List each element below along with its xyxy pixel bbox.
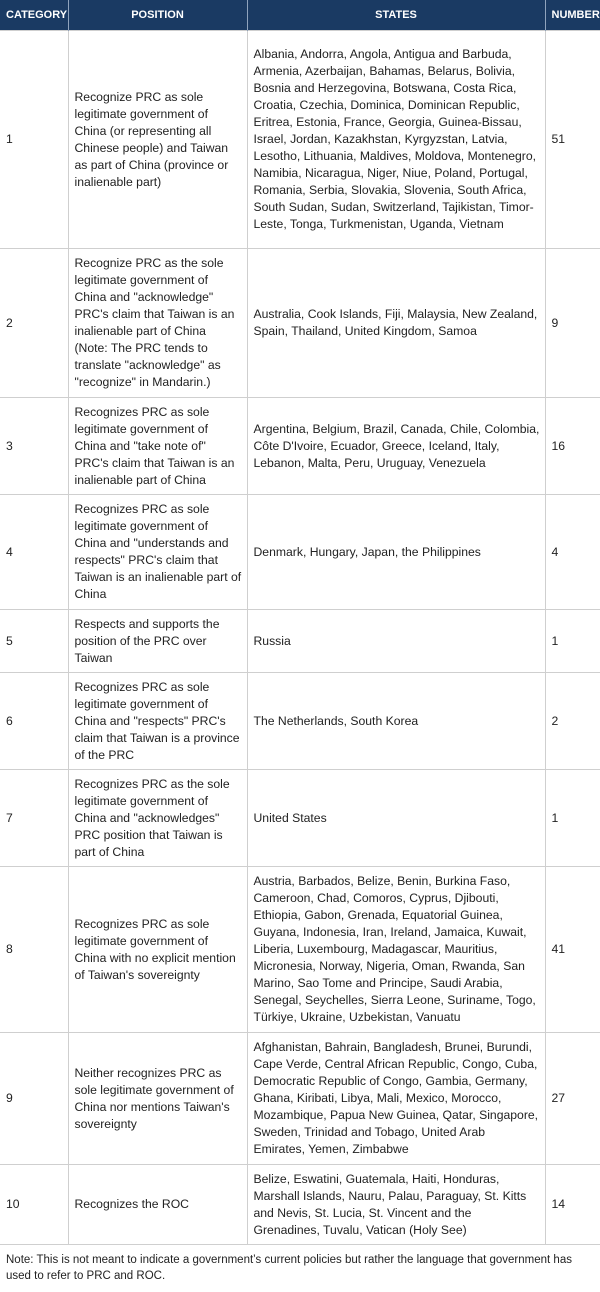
category-cell: 6: [0, 673, 68, 770]
table-row: [0, 770, 600, 867]
states-cell: Albania, Andorra, Angola, Antigua and Barbuda, Armenia, Azerbaijan, Bahamas, Belarus, Bolivia, Bosnia and Herzegovina, Botswana, Costa Rica, Croatia, Czechia, Dominica, Dominican Republic, Eritrea, Estonia, France, Georgia, Guinea-Bissau, Israel, Jordan, Kazakhstan, Kyrgyzstan, Latvia, Lesotho, Lithuania, Maldives, Moldova, Montenegro, Namibia, Nicaragua, Niger, Niue, Poland, Portugal, Romania, Serbia, Slovakia, Slovenia, South Africa, South Sudan, Sudan, Switzerland, Tajikistan, Timor-Leste, Tonga, Turkmenistan, Uganda, Vietnam: [247, 31, 545, 249]
category-cell: 4: [0, 495, 68, 610]
number-cell: 9: [545, 249, 600, 398]
position-cell: Recognizes PRC as sole legitimate government of China and "respects" PRC's claim that Taiwan is a province of the PRC: [68, 673, 247, 770]
states-cell: Belize, Eswatini, Guatemala, Haiti, Honduras, Marshall Islands, Nauru, Palau, Paraguay, St. Kitts and Nevis, St. Lucia, St. Vincent and the Grenadines, Tuvalu, Vatican (Holy See): [247, 1165, 545, 1245]
category-cell: 9: [0, 1033, 68, 1165]
position-cell: Recognizes PRC as the sole legitimate government of China and "acknowledges" PRC position that Taiwan is part of China: [68, 770, 247, 867]
number-cell: 41: [545, 867, 600, 1033]
states-cell: Australia, Cook Islands, Fiji, Malaysia, New Zealand, Spain, Thailand, United Kingdom, Samoa: [247, 249, 545, 398]
number-cell: 14: [545, 1165, 600, 1245]
number-cell: 1: [545, 610, 600, 673]
category-cell: 7: [0, 770, 68, 867]
table-row: [0, 1165, 600, 1245]
position-cell: Recognizes the ROC: [68, 1165, 247, 1245]
states-cell: Denmark, Hungary, Japan, the Philippines: [247, 495, 545, 610]
header-number: NUMBER: [545, 0, 600, 31]
footnote: Note: This is not meant to indicate a government’s current policies but rather the language that government has used to refer to PRC and ROC.: [6, 1254, 572, 1282]
table-row: [0, 673, 600, 770]
states-cell: Argentina, Belgium, Brazil, Canada, Chile, Colombia, Côte D'Ivoire, Ecuador, Greece, Iceland, Italy, Lebanon, Malta, Peru, Uruguay, Venezuela: [247, 398, 545, 495]
number-cell: 27: [545, 1033, 600, 1165]
table-row: [0, 31, 600, 249]
position-cell: Recognize PRC as sole legitimate government of China (or representing all Chinese people) and Taiwan as part of China (province or inalienable part): [68, 31, 247, 249]
position-cell: Recognizes PRC as sole legitimate government of China with no explicit mention of Taiwan's sovereignty: [68, 867, 247, 1033]
table-row: [0, 610, 600, 673]
states-cell: United States: [247, 770, 545, 867]
number-cell: 16: [545, 398, 600, 495]
states-cell: Austria, Barbados, Belize, Benin, Burkina Faso, Cameroon, Chad, Comoros, Cyprus, Djibouti, Ethiopia, Gabon, Grenada, Equatorial Guinea, Guyana, Indonesia, Iran, Ireland, Jamaica, Kuwait, Liberia, Luxembourg, Madagascar, Mauritius, Micronesia, Norway, Nigeria, Oman, Rwanda, San Marino, Sao Tome and Principe, Saudi Arabia, Senegal, Seychelles, Sierra Leone, Suriname, Togo, Türkiye, Ukraine, Uzbekistan, Vanuatu: [247, 867, 545, 1033]
table-row: [0, 495, 600, 610]
position-cell: Recognizes PRC as sole legitimate government of China and "take note of" PRC's claim that Taiwan is an inalienable part of China: [68, 398, 247, 495]
states-cell: Russia: [247, 610, 545, 673]
states-cell: Afghanistan, Bahrain, Bangladesh, Brunei, Burundi, Cape Verde, Central African Republic, Congo, Cuba, Democratic Republic of Congo, Gambia, Germany, Ghana, Kiribati, Libya, Mali, Mexico, Morocco, Mozambique, Papua New Guinea, Qatar, Singapore, Sweden, Trinidad and Tobago, United Arab Emirates, Yemen, Zimbabwe: [247, 1033, 545, 1165]
header-position: POSITION: [68, 0, 247, 31]
states-cell: The Netherlands, South Korea: [247, 673, 545, 770]
table-row: [0, 249, 600, 398]
table-row: [0, 867, 600, 1033]
number-cell: 2: [545, 673, 600, 770]
number-cell: 51: [545, 31, 600, 249]
position-cell: Recognize PRC as the sole legitimate government of China and "acknowledge" PRC's claim that Taiwan is an inalienable part of China (Note: The PRC tends to translate "acknowledge" as "recognize" in Mandarin.): [68, 249, 247, 398]
header-category: CATEGORY: [0, 0, 68, 31]
position-cell: Recognizes PRC as sole legitimate government of China and "understands and respects" PRC's claim that Taiwan is an inalienable part of China: [68, 495, 247, 610]
category-cell: 2: [0, 249, 68, 398]
category-cell: 10: [0, 1165, 68, 1245]
category-cell: 1: [0, 31, 68, 249]
table-row: [0, 398, 600, 495]
table-header-row: [0, 0, 600, 31]
category-cell: 3: [0, 398, 68, 495]
number-cell: 4: [545, 495, 600, 610]
table-row: [0, 1033, 600, 1165]
category-cell: 5: [0, 610, 68, 673]
header-states: STATES: [247, 0, 545, 31]
position-cell: Neither recognizes PRC as sole legitimate government of China nor mentions Taiwan's sovereignty: [68, 1033, 247, 1165]
number-cell: 1: [545, 770, 600, 867]
position-cell: Respects and supports the position of the PRC over Taiwan: [68, 610, 247, 673]
category-cell: 8: [0, 867, 68, 1033]
